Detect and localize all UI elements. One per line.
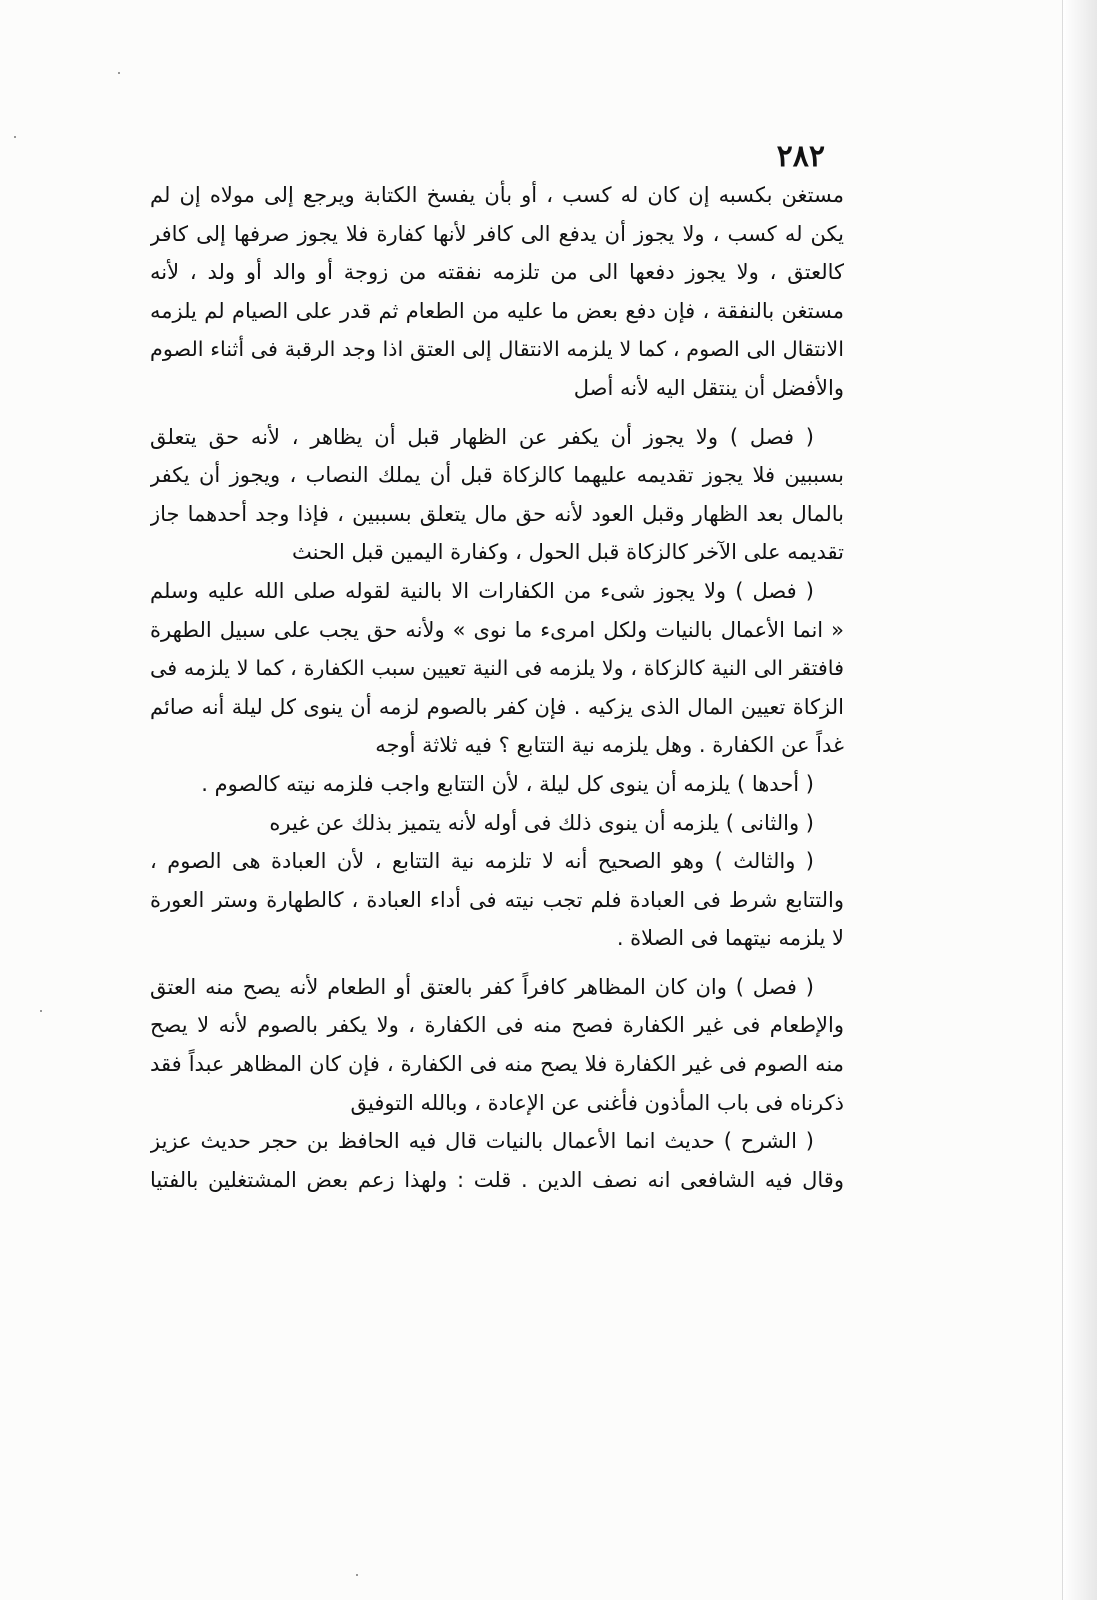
scan-speck bbox=[40, 1010, 42, 1012]
body-text bbox=[150, 176, 844, 1199]
text-line: ( فصل ) ولا يجوز أن يكفر عن الظهار قبل أن يظاهر ، لأنه حق يتعلق bbox=[150, 424, 814, 449]
text-line: مستغن بكسبه إن كان له كسب ، أو بأن يفسخ الكتابة ويرجع إلى مولاه إن لم bbox=[150, 183, 844, 207]
text-line: الانتقال الى الصوم ، كما لا يلزمه الانتقال إلى العتق اذا وجد الرقبة فى أثناء الصوم bbox=[150, 337, 844, 362]
text-line: والأفضل أن ينتقل اليه لأنه أصل bbox=[573, 375, 844, 400]
text-line: « انما الأعمال بالنيات ولكل امرىء ما نوى » ولأنه حق يجب على سبيل الطهرة bbox=[150, 617, 844, 642]
text-line: تقديمه على الآخر كالزكاة قبل الحول ، وكفارة اليمين قبل الحنث bbox=[292, 540, 844, 565]
page-edge bbox=[1062, 0, 1097, 1600]
text-line: منه الصوم فى غير الكفارة فلا يصح منه فى الكفارة ، فإن كان المظاهر عبداً فقد bbox=[150, 1052, 844, 1077]
text-line: بسببين فلا يجوز تقديمه عليهما كالزكاة قبل أن يملك النصاب ، ويجوز أن يكفر bbox=[150, 463, 844, 488]
text-line: ( أحدها ) يلزمه أن ينوى كل ليلة ، لأن التتابع واجب فلزمه نيته كالصوم . bbox=[201, 771, 814, 796]
text-line: كالعتق ، ولا يجوز دفعها الى من تلزمه نفقته من زوجة أو والد أو ولد ، لأنه bbox=[150, 260, 844, 285]
scan-speck bbox=[356, 1574, 358, 1576]
scan-speck bbox=[14, 136, 16, 138]
text-line: ( والثانى ) يلزمه أن ينوى ذلك فى أوله لأنه يتميز بذلك عن غيره bbox=[269, 810, 814, 835]
scan-speck bbox=[118, 72, 120, 74]
text-line: فافتقر الى النية كالزكاة ، ولا يلزمه فى النية تعيين سبب الكفارة ، كما لا يلزمه فى bbox=[150, 656, 844, 681]
text-line: والإطعام فى غير الكفارة فصح منه فى الكفارة ، ولا يكفر بالصوم لأنه لا يصح bbox=[150, 1013, 844, 1038]
text-line: ( فصل ) ولا يجوز شىء من الكفارات الا بالنية لقوله صلى الله عليه وسلم bbox=[150, 578, 814, 603]
text-line: يكن له كسب ، ولا يجوز أن يدفع الى كافر لأنها كفارة فلا يجوز صرفها إلى كافر bbox=[150, 221, 844, 246]
text-line: ذكرناه فى باب المأذون فأغنى عن الإعادة ، وبالله التوفيق bbox=[350, 1090, 844, 1115]
text-line: غداً عن الكفارة . وهل يلزمه نية التتابع ؟ فيه ثلاثة أوجه bbox=[375, 733, 844, 758]
text-line: ( الشرح ) حديث انما الأعمال بالنيات قال فيه الحافظ بن حجر حديث عزيز bbox=[150, 1129, 814, 1154]
text-line: والتتابع شرط فى العبادة فلم تجب نيته فى أداء العبادة ، كالطهارة وستر العورة bbox=[150, 887, 844, 912]
page-number: ٢٨٢ bbox=[776, 139, 825, 174]
text-line: ( فصل ) وان كان المظاهر كافراً كفر بالعتق أو الطعام لأنه يصح منه العتق bbox=[150, 974, 814, 999]
text-line: مستغن بالنفقة ، فإن دفع بعض ما عليه من الطعام ثم قدر على الصيام لم يلزمه bbox=[150, 298, 844, 323]
text-line: الزكاة تعيين المال الذى يزكيه . فإن كفر بالصوم لزمه أن ينوى كل ليلة أنه صائم bbox=[150, 694, 844, 719]
text-line: لا يلزمه نيتهما فى الصلاة . bbox=[616, 926, 844, 951]
text-line: ( والثالث ) وهو الصحيح أنه لا تلزمه نية التتابع ، لأن العبادة هى الصوم ، bbox=[150, 849, 814, 874]
text-line: وقال فيه الشافعى انه نصف الدين . قلت : ولهذا زعم بعض المشتغلين بالفتيا bbox=[150, 1167, 844, 1192]
text-line: بالمال بعد الظهار وقبل العود لأنه حق مال يتعلق بسببين ، فإذا وجد أحدهما جاز bbox=[150, 501, 844, 526]
